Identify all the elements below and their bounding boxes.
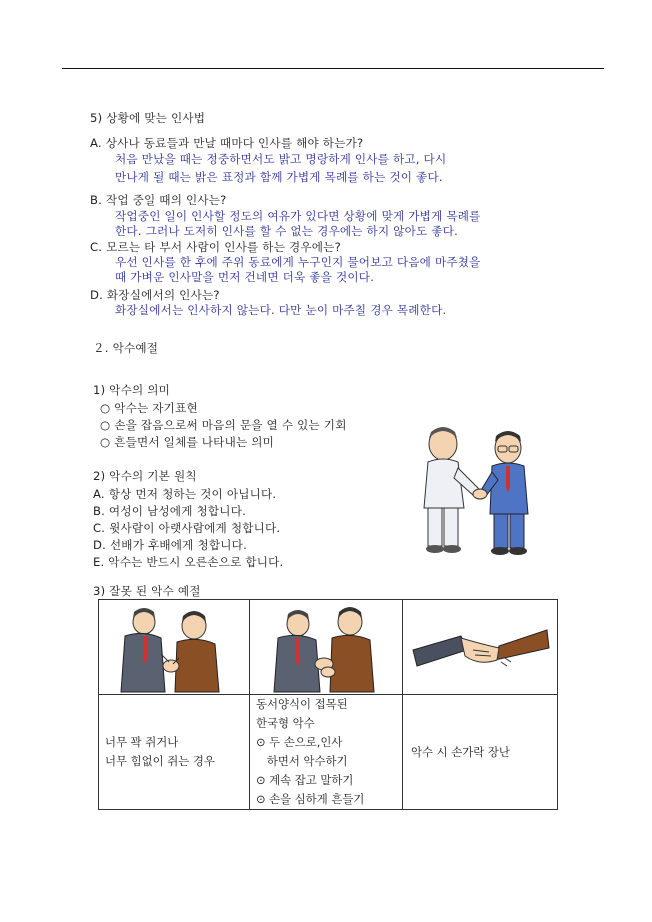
col1-line-1: 너무 꽉 쥐거나 <box>105 735 179 749</box>
text-cell-2 <box>250 695 403 810</box>
question-c: C. 모르는 타 부서 사람이 인사를 하는 경우에는? <box>90 240 341 254</box>
text-cell-1 <box>99 695 250 810</box>
meaning-item-3: ○ 흔들면서 일체를 나타내는 의미 <box>100 435 275 449</box>
meaning-item-1: ○ 악수는 자기표현 <box>100 401 198 415</box>
meaning-title: 1) 악수의 의미 <box>93 383 171 397</box>
question-a: A. 상사나 동료들과 만날 때마다 인사를 해야 하는가? <box>90 136 364 150</box>
col2-heading-2: 한국형 악수 <box>256 716 315 730</box>
header-rule <box>62 68 604 69</box>
table-row <box>99 695 558 810</box>
finger-play-illustration <box>403 600 557 694</box>
answer-a-line-1: 처음 만났을 때는 정중하면서도 밝고 명랑하게 인사를 하고, 다시 <box>115 152 447 166</box>
answer-c-line-2: 때 가벼운 인사말을 먼저 건네면 더욱 좋을 것이다. <box>115 270 375 284</box>
wrong-handshake-title: 3) 잘못 된 악수 예절 <box>93 584 201 598</box>
image-cell-3 <box>403 600 558 695</box>
col2-bullet-2: ⊙ 계속 잡고 말하기 <box>256 773 354 787</box>
principle-e: E. 악수는 반드시 오른손으로 합니다. <box>93 555 284 569</box>
col2-bullet-1b: 하면서 악수하기 <box>256 754 348 768</box>
question-d: D. 화장실에서의 인사는? <box>90 288 220 302</box>
tight-grip-illustration <box>99 600 249 694</box>
meaning-item-2: ○ 손을 잡음으로써 마음의 문을 열 수 있는 기회 <box>100 418 347 432</box>
answer-b-line-2: 한다. 그러나 도저히 인사를 할 수 없는 경우에는 하지 않아도 좋다. <box>115 224 459 238</box>
text-cell-3 <box>403 695 558 810</box>
answer-d-line-1: 화장실에서는 인사하지 않는다. 다만 눈이 마주칠 경우 목례한다. <box>115 303 447 317</box>
answer-c-line-1: 우선 인사를 한 후에 주위 동료에게 누구인지 물어보고 다음에 마주쳤을 <box>115 255 481 269</box>
question-b: B. 작업 중일 때의 인사는? <box>90 193 227 207</box>
section-title: 5) 상황에 맞는 인사법 <box>90 111 206 125</box>
image-cell-1 <box>99 600 250 695</box>
col2-heading-1: 동서양식이 접목된 <box>256 697 348 711</box>
principles-title: 2) 악수의 기본 원칙 <box>93 469 197 483</box>
handshake-illustration <box>410 418 540 558</box>
answer-a-line-2: 만나게 될 때는 밝은 표정과 함께 가볍게 목례를 하는 것이 좋다. <box>115 170 443 184</box>
two-hand-shake-illustration <box>250 600 402 694</box>
col2-bullet-1a: ⊙ 두 손으로,인사 <box>256 735 343 749</box>
col3-line-1: 악수 시 손가락 장난 <box>411 744 510 759</box>
answer-b-line-1: 작업중인 일이 인사할 정도의 여유가 있다면 상황에 맞게 가볍게 목례를 <box>115 209 481 223</box>
handshake-section-title: ２. 악수예절 <box>93 341 159 355</box>
image-cell-2 <box>250 600 403 695</box>
col1-line-2: 너무 힘없이 쥐는 경우 <box>105 754 215 768</box>
principle-c: C. 윗사람이 아랫사람에게 청합니다. <box>93 521 281 535</box>
col2-bullet-3: ⊙ 손을 심하게 흔들기 <box>256 792 365 806</box>
table-row <box>99 600 558 695</box>
principle-d: D. 선배가 후배에게 청합니다. <box>93 538 247 552</box>
principle-a: A. 항상 먼저 청하는 것이 아닙니다. <box>93 487 277 501</box>
principle-b: B. 여성이 남성에게 청합니다. <box>93 504 246 518</box>
wrong-handshake-table <box>98 599 558 810</box>
